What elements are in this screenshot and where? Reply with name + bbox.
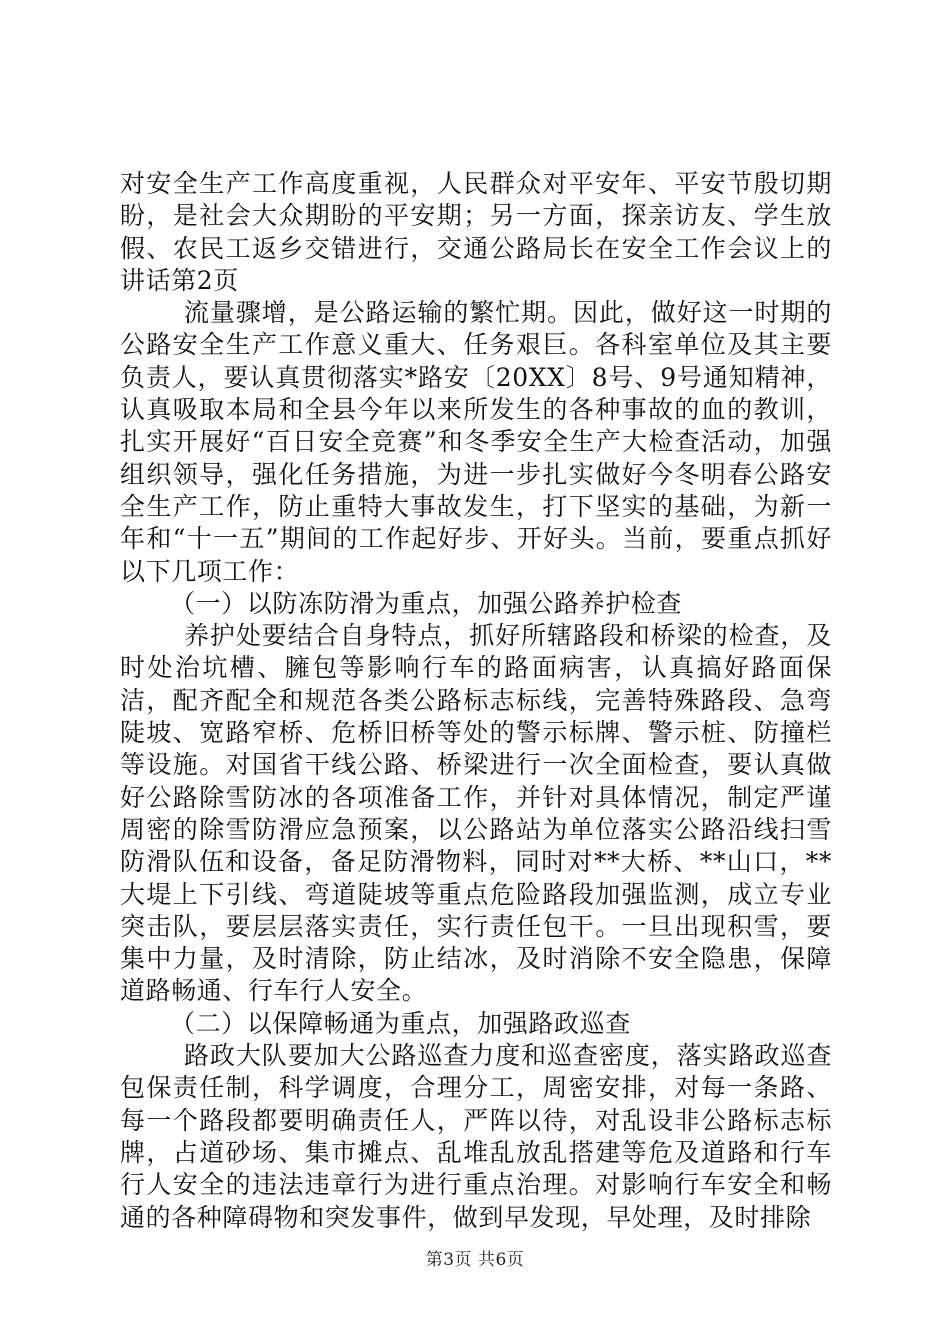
document-body [120,168,832,1234]
paragraph-intro: 流量骤增，是公路运输的繁忙期。因此，做好这一时期的公路安全生产工作意义重大、任务艰巨。各科室单位及其主要负责人，要认真贯彻落实*路安〔20XX〕8号、9号通知精神，认真吸取本局和全县今年以来所发生的各种事故的血的教训，扎实开展好“百日安全竞赛”和冬季安全生产大检查活动，加强组织领导，强化任务措施，为进一步扎实做好今冬明春公路安全生产工作，防止重特大事故发生，打下坚实的基础，为新一年和“十一五”期间的工作起好步、开好头。当前，要重点抓好以下几项工作： [120,298,832,586]
paragraph-section-2: 路政大队要加大公路巡查力度和巡查密度，落实路政巡查包保责任制，科学调度，合理分工，周密安排，对每一条路、每一个路段都要明确责任人，严阵以待，对乱设非公路标志标牌，占道砂场、集市摊点、乱堆乱放乱搭建等危及道路和行车行人安全的违法违章行为进行重点治理。对影响行车安全和畅通的各种障碍物和突发事件，做到早发现，早处理，及时排除 [120,1041,832,1232]
paragraph-section-1: 养护处要结合自身特点，抓好所辖路段和桥梁的检查，及时处治坑槽、臃包等影响行车的路面病害，认真搞好路面保洁，配齐配全和规范各类公路标志标线，完善特殊路段、急弯陡坡、宽路窄桥、危桥旧桥等处的警示标牌、警示桩、防撞栏等设施。对国省干线公路、桥梁进行一次全面检查，要认真做好公路除雪防冰的各项准备工作，并针对具体情况，制定严谨周密的除雪防滑应急预案，以公路站为单位落实公路沿线扫雪防滑队伍和设备，备足防滑物料，同时对**大桥、**山口，**大堤上下引线、弯道陡坡等重点危险路段加强监测，成立专业突击队，要层层落实责任，实行责任包干。一旦出现积雪，要集中力量，及时清除，防止结冰，及时消除不安全隐患，保障道路畅通、行车行人安全。 [120,621,832,1006]
page-footer: 第3页 共6页 [425,1250,525,1270]
paragraph-continuation: 对安全生产工作高度重视，人民群众对平安年、平安节殷切期盼，是社会大众期盼的平安期；另一方面，探亲访友、学生放假、农民工返乡交错进行，交通公路局长在安全工作会议上的讲话第2页 [120,169,832,295]
section-heading-2: （二）以保障畅通为重点，加强路政巡查 [170,1008,631,1038]
section-heading-1: （一）以防冻防滑为重点，加强公路养护检查 [170,588,683,618]
